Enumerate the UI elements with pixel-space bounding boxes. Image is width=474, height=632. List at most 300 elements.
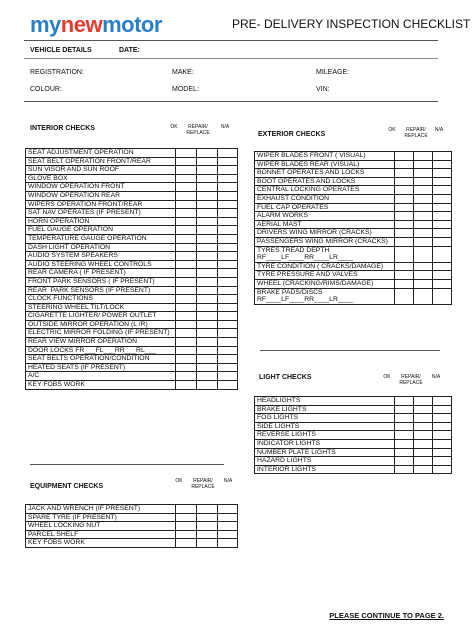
exterior-checks-table bbox=[254, 151, 452, 305]
interior-checks-title: INTERIOR CHECKS bbox=[30, 125, 95, 132]
checklist-item-label: OUTSIDE MIRROR OPERATION (L /R) bbox=[26, 320, 176, 329]
vehicle-details-label: VEHICLE DETAILS bbox=[30, 47, 92, 54]
checklist-row bbox=[26, 174, 238, 183]
na-checkbox[interactable] bbox=[433, 169, 452, 178]
interior-col-na: N/A bbox=[220, 124, 230, 130]
repair-replace-checkbox[interactable] bbox=[414, 397, 433, 406]
repair-replace-checkbox[interactable] bbox=[414, 422, 433, 431]
ok-checkbox[interactable] bbox=[176, 174, 197, 183]
checklist-row bbox=[26, 183, 238, 192]
ok-checkbox[interactable] bbox=[176, 260, 197, 269]
checklist-item-label: TYRES TREAD DEPTH RF____LF____RR____LR____ bbox=[255, 246, 395, 262]
checklist-row bbox=[255, 422, 452, 431]
checklist-row bbox=[255, 288, 452, 304]
na-checkbox[interactable] bbox=[218, 243, 238, 252]
na-checkbox[interactable] bbox=[433, 431, 452, 440]
na-checkbox[interactable] bbox=[218, 269, 238, 278]
interior-col-ok: OK bbox=[170, 124, 178, 130]
repair-replace-checkbox[interactable] bbox=[414, 169, 433, 178]
ok-checkbox[interactable] bbox=[395, 220, 414, 229]
checklist-item-label: DASH LIGHT OPERATION bbox=[26, 243, 176, 252]
interior-col-repair: REPAIR/ REPLACE bbox=[186, 124, 210, 136]
registration-label: REGISTRATION: bbox=[30, 69, 84, 76]
checklist-item-label: SEAT BELTS OPERATION/CONDITION bbox=[26, 355, 176, 364]
equipment-col-ok: OK bbox=[175, 478, 183, 484]
na-checkbox[interactable] bbox=[433, 229, 452, 238]
na-checkbox[interactable] bbox=[218, 183, 238, 192]
repair-replace-checkbox[interactable] bbox=[197, 372, 218, 381]
repair-replace-checkbox[interactable] bbox=[197, 174, 218, 183]
repair-replace-checkbox[interactable] bbox=[197, 269, 218, 278]
repair-replace-checkbox[interactable] bbox=[197, 522, 218, 531]
checklist-item-label: CIGARETTE LIGHTER/ POWER OUTLET bbox=[26, 312, 176, 321]
repair-replace-checkbox[interactable] bbox=[414, 229, 433, 238]
checklist-item-label: JACK AND WRENCH (IF PRESENT) bbox=[26, 505, 176, 514]
repair-replace-checkbox[interactable] bbox=[197, 243, 218, 252]
na-checkbox[interactable] bbox=[433, 271, 452, 280]
repair-replace-checkbox[interactable] bbox=[197, 530, 218, 539]
ok-checkbox[interactable] bbox=[176, 217, 197, 226]
details-bottom-divider bbox=[24, 101, 438, 102]
ok-checkbox[interactable] bbox=[395, 279, 414, 288]
ok-checkbox[interactable] bbox=[176, 320, 197, 329]
checklist-row bbox=[255, 229, 452, 238]
repair-replace-checkbox[interactable] bbox=[414, 203, 433, 212]
repair-replace-checkbox[interactable] bbox=[197, 295, 218, 304]
repair-replace-checkbox[interactable] bbox=[197, 346, 218, 355]
checklist-item-label: A/C bbox=[26, 372, 176, 381]
ok-checkbox[interactable] bbox=[395, 212, 414, 221]
ok-checkbox[interactable] bbox=[176, 252, 197, 261]
na-checkbox[interactable] bbox=[218, 226, 238, 235]
ok-checkbox[interactable] bbox=[176, 355, 197, 364]
na-checkbox[interactable] bbox=[433, 414, 452, 423]
repair-replace-checkbox[interactable] bbox=[414, 431, 433, 440]
repair-replace-checkbox[interactable] bbox=[197, 505, 218, 514]
ok-checkbox[interactable] bbox=[395, 439, 414, 448]
repair-replace-checkbox[interactable] bbox=[197, 252, 218, 261]
na-checkbox[interactable] bbox=[218, 372, 238, 381]
mileage-label: MILEAGE: bbox=[316, 69, 350, 76]
ok-checkbox[interactable] bbox=[395, 288, 414, 304]
repair-replace-checkbox[interactable] bbox=[197, 226, 218, 235]
checklist-item-label: SEAT BELT OPERATION FRONT/REAR bbox=[26, 157, 176, 166]
checklist-item-label: BOOT OPERATES AND LOCKS bbox=[255, 177, 395, 186]
na-checkbox[interactable] bbox=[433, 288, 452, 304]
checklist-item-label: WIPERS OPERATION FRONT/REAR bbox=[26, 200, 176, 209]
ok-checkbox[interactable] bbox=[395, 152, 414, 161]
repair-replace-checkbox[interactable] bbox=[197, 338, 218, 347]
make-label: MAKE: bbox=[172, 69, 194, 76]
na-checkbox[interactable] bbox=[433, 194, 452, 203]
repair-replace-checkbox[interactable] bbox=[414, 271, 433, 280]
checklist-row bbox=[26, 157, 238, 166]
repair-replace-checkbox[interactable] bbox=[197, 363, 218, 372]
checklist-item-label: SPARE TYRE (IF PRESENT) bbox=[26, 513, 176, 522]
checklist-item-label: WHEEL LOCKING NUT bbox=[26, 522, 176, 531]
ok-checkbox[interactable] bbox=[395, 465, 414, 474]
checklist-row bbox=[255, 271, 452, 280]
ok-checkbox[interactable] bbox=[176, 183, 197, 192]
ok-checkbox[interactable] bbox=[176, 346, 197, 355]
na-checkbox[interactable] bbox=[218, 303, 238, 312]
ok-checkbox[interactable] bbox=[395, 271, 414, 280]
na-checkbox[interactable] bbox=[433, 457, 452, 466]
date-label: DATE: bbox=[119, 47, 140, 54]
exterior-col-na: N/A bbox=[434, 127, 444, 133]
ok-checkbox[interactable] bbox=[395, 405, 414, 414]
checklist-row bbox=[26, 346, 238, 355]
na-checkbox[interactable] bbox=[218, 522, 238, 531]
repair-replace-checkbox[interactable] bbox=[197, 191, 218, 200]
ok-checkbox[interactable] bbox=[395, 169, 414, 178]
checklist-row bbox=[26, 505, 238, 514]
checklist-item-label: REVERSE LIGHTS bbox=[255, 431, 395, 440]
checklist-row bbox=[26, 338, 238, 347]
ok-checkbox[interactable] bbox=[395, 414, 414, 423]
checklist-item-label: TYRE CONDITION ( CRACKS/DAMAGE) bbox=[255, 262, 395, 271]
na-checkbox[interactable] bbox=[218, 539, 238, 548]
na-checkbox[interactable] bbox=[218, 513, 238, 522]
na-checkbox[interactable] bbox=[218, 191, 238, 200]
ok-checkbox[interactable] bbox=[176, 295, 197, 304]
ok-checkbox[interactable] bbox=[176, 312, 197, 321]
repair-replace-checkbox[interactable] bbox=[197, 166, 218, 175]
checklist-row bbox=[255, 212, 452, 221]
repair-replace-checkbox[interactable] bbox=[197, 329, 218, 338]
checklist-row bbox=[26, 243, 238, 252]
repair-replace-checkbox[interactable] bbox=[414, 152, 433, 161]
ok-checkbox[interactable] bbox=[395, 177, 414, 186]
checklist-item-label: BRAKE LIGHTS bbox=[255, 405, 395, 414]
na-checkbox[interactable] bbox=[433, 246, 452, 262]
na-checkbox[interactable] bbox=[218, 329, 238, 338]
repair-replace-checkbox[interactable] bbox=[197, 381, 218, 390]
repair-replace-checkbox[interactable] bbox=[197, 355, 218, 364]
na-checkbox[interactable] bbox=[218, 277, 238, 286]
model-label: MODEL: bbox=[172, 86, 199, 93]
na-checkbox[interactable] bbox=[218, 346, 238, 355]
checklist-row bbox=[26, 522, 238, 531]
checklist-row bbox=[255, 237, 452, 246]
ok-checkbox[interactable] bbox=[395, 422, 414, 431]
ok-checkbox[interactable] bbox=[395, 203, 414, 212]
na-checkbox[interactable] bbox=[218, 200, 238, 209]
na-checkbox[interactable] bbox=[218, 363, 238, 372]
interior-checks-table bbox=[25, 148, 238, 390]
na-checkbox[interactable] bbox=[218, 530, 238, 539]
checklist-item-label: REAR VIEW MIRROR OPERATION bbox=[26, 338, 176, 347]
light-checks-title: LIGHT CHECKS bbox=[259, 374, 312, 381]
checklist-item-label: SIDE LIGHTS bbox=[255, 422, 395, 431]
na-checkbox[interactable] bbox=[433, 422, 452, 431]
checklist-item-label: WINDOW OPERATION FRONT bbox=[26, 183, 176, 192]
vin-label: VIN: bbox=[316, 86, 330, 93]
equipment-col-repair: REPAIR/ REPLACE bbox=[191, 478, 215, 490]
ok-checkbox[interactable] bbox=[176, 157, 197, 166]
repair-replace-checkbox[interactable] bbox=[414, 262, 433, 271]
na-checkbox[interactable] bbox=[433, 448, 452, 457]
repair-replace-checkbox[interactable] bbox=[414, 457, 433, 466]
light-checks-table bbox=[254, 396, 452, 474]
na-checkbox[interactable] bbox=[433, 160, 452, 169]
checklist-row bbox=[255, 405, 452, 414]
equipment-checks-title: EQUIPMENT CHECKS bbox=[30, 483, 104, 490]
na-checkbox[interactable] bbox=[433, 220, 452, 229]
na-checkbox[interactable] bbox=[433, 177, 452, 186]
ok-checkbox[interactable] bbox=[395, 237, 414, 246]
checklist-row bbox=[26, 217, 238, 226]
checklist-row bbox=[26, 381, 238, 390]
na-checkbox[interactable] bbox=[218, 252, 238, 261]
repair-replace-checkbox[interactable] bbox=[414, 220, 433, 229]
checklist-row bbox=[26, 355, 238, 364]
ok-checkbox[interactable] bbox=[395, 229, 414, 238]
na-checkbox[interactable] bbox=[433, 279, 452, 288]
na-checkbox[interactable] bbox=[218, 234, 238, 243]
na-checkbox[interactable] bbox=[218, 157, 238, 166]
checklist-row bbox=[26, 329, 238, 338]
repair-replace-checkbox[interactable] bbox=[197, 303, 218, 312]
exterior-col-ok: OK bbox=[388, 127, 396, 133]
ok-checkbox[interactable] bbox=[176, 372, 197, 381]
repair-replace-checkbox[interactable] bbox=[197, 277, 218, 286]
repair-replace-checkbox[interactable] bbox=[197, 217, 218, 226]
checklist-row bbox=[255, 431, 452, 440]
checklist-row bbox=[255, 152, 452, 161]
checklist-item-label: REAR CAMERA ( IF PRESENT) bbox=[26, 269, 176, 278]
document-title: PRE- DELIVERY INSPECTION CHECKLIST bbox=[232, 17, 471, 31]
checklist-row bbox=[255, 203, 452, 212]
ok-checkbox[interactable] bbox=[395, 397, 414, 406]
ok-checkbox[interactable] bbox=[176, 166, 197, 175]
repair-replace-checkbox[interactable] bbox=[414, 212, 433, 221]
ok-checkbox[interactable] bbox=[176, 286, 197, 295]
logo-part-my: my bbox=[30, 12, 61, 37]
ok-checkbox[interactable] bbox=[176, 381, 197, 390]
repair-replace-checkbox[interactable] bbox=[197, 286, 218, 295]
checklist-item-label: WIPER BLADES FRONT ( VISUAL) bbox=[255, 152, 395, 161]
checklist-item-label: HORN OPERATION bbox=[26, 217, 176, 226]
ok-checkbox[interactable] bbox=[176, 149, 197, 158]
repair-replace-checkbox[interactable] bbox=[414, 246, 433, 262]
repair-replace-checkbox[interactable] bbox=[414, 439, 433, 448]
repair-replace-checkbox[interactable] bbox=[197, 209, 218, 218]
ok-checkbox[interactable] bbox=[176, 513, 197, 522]
checklist-item-label: PARCEL SHELF bbox=[26, 530, 176, 539]
na-checkbox[interactable] bbox=[218, 338, 238, 347]
checklist-item-label: SAT NAV OPERATES (IF PRESENT) bbox=[26, 209, 176, 218]
ok-checkbox[interactable] bbox=[176, 539, 197, 548]
na-checkbox[interactable] bbox=[433, 152, 452, 161]
na-checkbox[interactable] bbox=[218, 174, 238, 183]
na-checkbox[interactable] bbox=[218, 320, 238, 329]
checklist-item-label: KEY FOBS WORK bbox=[26, 381, 176, 390]
ok-checkbox[interactable] bbox=[176, 505, 197, 514]
repair-replace-checkbox[interactable] bbox=[197, 200, 218, 209]
ok-checkbox[interactable] bbox=[395, 194, 414, 203]
checklist-row bbox=[255, 194, 452, 203]
checklist-item-label: ELECTRIC MIRROR FOLDING (IF PRESENT) bbox=[26, 329, 176, 338]
checklist-row bbox=[255, 177, 452, 186]
ok-checkbox[interactable] bbox=[176, 191, 197, 200]
checklist-row bbox=[26, 191, 238, 200]
checklist-row bbox=[26, 539, 238, 548]
checklist-row bbox=[255, 465, 452, 474]
light-divider bbox=[260, 350, 440, 351]
ok-checkbox[interactable] bbox=[395, 186, 414, 195]
na-checkbox[interactable] bbox=[218, 295, 238, 304]
na-checkbox[interactable] bbox=[218, 381, 238, 390]
checklist-row bbox=[26, 234, 238, 243]
na-checkbox[interactable] bbox=[218, 217, 238, 226]
ok-checkbox[interactable] bbox=[176, 338, 197, 347]
na-checkbox[interactable] bbox=[433, 203, 452, 212]
na-checkbox[interactable] bbox=[218, 355, 238, 364]
ok-checkbox[interactable] bbox=[176, 234, 197, 243]
ok-checkbox[interactable] bbox=[176, 243, 197, 252]
na-checkbox[interactable] bbox=[218, 260, 238, 269]
na-checkbox[interactable] bbox=[433, 262, 452, 271]
checklist-row bbox=[26, 149, 238, 158]
na-checkbox[interactable] bbox=[433, 439, 452, 448]
na-checkbox[interactable] bbox=[433, 397, 452, 406]
ok-checkbox[interactable] bbox=[176, 303, 197, 312]
checklist-row bbox=[26, 513, 238, 522]
ok-checkbox[interactable] bbox=[176, 363, 197, 372]
repair-replace-checkbox[interactable] bbox=[197, 183, 218, 192]
repair-replace-checkbox[interactable] bbox=[414, 177, 433, 186]
header-divider bbox=[24, 40, 438, 41]
ok-checkbox[interactable] bbox=[395, 262, 414, 271]
repair-replace-checkbox[interactable] bbox=[414, 288, 433, 304]
checklist-row bbox=[26, 286, 238, 295]
na-checkbox[interactable] bbox=[433, 405, 452, 414]
ok-checkbox[interactable] bbox=[395, 246, 414, 262]
repair-replace-checkbox[interactable] bbox=[197, 320, 218, 329]
repair-replace-checkbox[interactable] bbox=[414, 465, 433, 474]
repair-replace-checkbox[interactable] bbox=[197, 312, 218, 321]
checklist-row bbox=[255, 439, 452, 448]
checklist-item-label: WHEEL (CRACKING/RIMS/DAMAGE) bbox=[255, 279, 395, 288]
ok-checkbox[interactable] bbox=[176, 277, 197, 286]
ok-checkbox[interactable] bbox=[176, 269, 197, 278]
repair-replace-checkbox[interactable] bbox=[414, 237, 433, 246]
equipment-checks-table bbox=[25, 504, 238, 548]
exterior-checks-title: EXTERIOR CHECKS bbox=[258, 131, 326, 138]
repair-replace-checkbox[interactable] bbox=[414, 186, 433, 195]
na-checkbox[interactable] bbox=[218, 505, 238, 514]
logo-part-new: new bbox=[60, 12, 103, 37]
ok-checkbox[interactable] bbox=[395, 160, 414, 169]
na-checkbox[interactable] bbox=[433, 237, 452, 246]
checklist-row bbox=[26, 303, 238, 312]
repair-replace-checkbox[interactable] bbox=[414, 448, 433, 457]
checklist-row bbox=[255, 414, 452, 423]
na-checkbox[interactable] bbox=[218, 209, 238, 218]
repair-replace-checkbox[interactable] bbox=[414, 405, 433, 414]
repair-replace-checkbox[interactable] bbox=[197, 149, 218, 158]
checklist-item-label: TYRE PRESSURE AND VALVES bbox=[255, 271, 395, 280]
repair-replace-checkbox[interactable] bbox=[414, 194, 433, 203]
checklist-item-label: KEY FOBS WORK bbox=[26, 539, 176, 548]
ok-checkbox[interactable] bbox=[395, 448, 414, 457]
checklist-row bbox=[26, 226, 238, 235]
checklist-item-label: AUDIO STEERING WHEEL CONTROLS bbox=[26, 260, 176, 269]
checklist-item-label: AERIAL MAST bbox=[255, 220, 395, 229]
checklist-item-label: NUMBER PLATE LIGHTS bbox=[255, 448, 395, 457]
na-checkbox[interactable] bbox=[218, 166, 238, 175]
checklist-row bbox=[26, 372, 238, 381]
checklist-row bbox=[26, 277, 238, 286]
na-checkbox[interactable] bbox=[218, 312, 238, 321]
checklist-row bbox=[255, 448, 452, 457]
checklist-item-label: TEMPERATURE GAUGE OPERATION bbox=[26, 234, 176, 243]
repair-replace-checkbox[interactable] bbox=[197, 513, 218, 522]
ok-checkbox[interactable] bbox=[176, 226, 197, 235]
ok-checkbox[interactable] bbox=[176, 329, 197, 338]
checklist-row bbox=[26, 530, 238, 539]
checklist-row bbox=[255, 397, 452, 406]
repair-replace-checkbox[interactable] bbox=[414, 279, 433, 288]
ok-checkbox[interactable] bbox=[176, 522, 197, 531]
checklist-item-label: HAZARD LIGHTS bbox=[255, 457, 395, 466]
repair-replace-checkbox[interactable] bbox=[414, 414, 433, 423]
vehicle-divider bbox=[24, 58, 438, 59]
na-checkbox[interactable] bbox=[433, 212, 452, 221]
checklist-item-label: EXHAUST CONDITION bbox=[255, 194, 395, 203]
checklist-item-label: SEAT ADJUSTMENT OPERATION bbox=[26, 149, 176, 158]
repair-replace-checkbox[interactable] bbox=[197, 157, 218, 166]
na-checkbox[interactable] bbox=[433, 465, 452, 474]
colour-label: COLOUR: bbox=[30, 86, 62, 93]
repair-replace-checkbox[interactable] bbox=[414, 160, 433, 169]
exterior-col-repair: REPAIR/ REPLACE bbox=[404, 127, 428, 139]
checklist-row bbox=[26, 209, 238, 218]
checklist-row bbox=[255, 220, 452, 229]
checklist-item-label: DOOR LOCKS FR___FL___RR___RL___ bbox=[26, 346, 176, 355]
light-col-repair: REPAIR/ REPLACE bbox=[399, 374, 423, 386]
ok-checkbox[interactable] bbox=[176, 200, 197, 209]
checklist-row bbox=[255, 279, 452, 288]
checklist-item-label: SUN VISOR AND SUN ROOF bbox=[26, 166, 176, 175]
repair-replace-checkbox[interactable] bbox=[197, 260, 218, 269]
repair-replace-checkbox[interactable] bbox=[197, 539, 218, 548]
checklist-item-label: FUEL GAUGE OPERATION bbox=[26, 226, 176, 235]
checklist-row bbox=[255, 457, 452, 466]
repair-replace-checkbox[interactable] bbox=[197, 234, 218, 243]
checklist-row bbox=[26, 200, 238, 209]
na-checkbox[interactable] bbox=[433, 186, 452, 195]
checklist-row bbox=[26, 312, 238, 321]
logo-part-motor: motor bbox=[102, 12, 162, 37]
checklist-item-label: WIPER BLADES REAR (VISUAL) bbox=[255, 160, 395, 169]
checklist-item-label: ALARM WORKS bbox=[255, 212, 395, 221]
checklist-item-label: CLOCK FUNCTIONS bbox=[26, 295, 176, 304]
ok-checkbox[interactable] bbox=[395, 431, 414, 440]
ok-checkbox[interactable] bbox=[176, 209, 197, 218]
checklist-item-label: HEATED SEATS (IF PRESENT) bbox=[26, 363, 176, 372]
ok-checkbox[interactable] bbox=[176, 530, 197, 539]
checklist-row bbox=[26, 363, 238, 372]
na-checkbox[interactable] bbox=[218, 149, 238, 158]
ok-checkbox[interactable] bbox=[395, 457, 414, 466]
checklist-item-label: FRONT PARK SENSORS ( IF PRESENT) bbox=[26, 277, 176, 286]
checklist-item-label: BONNET OPERATES AND LOCKS bbox=[255, 169, 395, 178]
checklist-item-label: INDICATOR LIGHTS bbox=[255, 439, 395, 448]
checklist-item-label: PASSENGERS WING MIRROR (CRACKS) bbox=[255, 237, 395, 246]
na-checkbox[interactable] bbox=[218, 286, 238, 295]
